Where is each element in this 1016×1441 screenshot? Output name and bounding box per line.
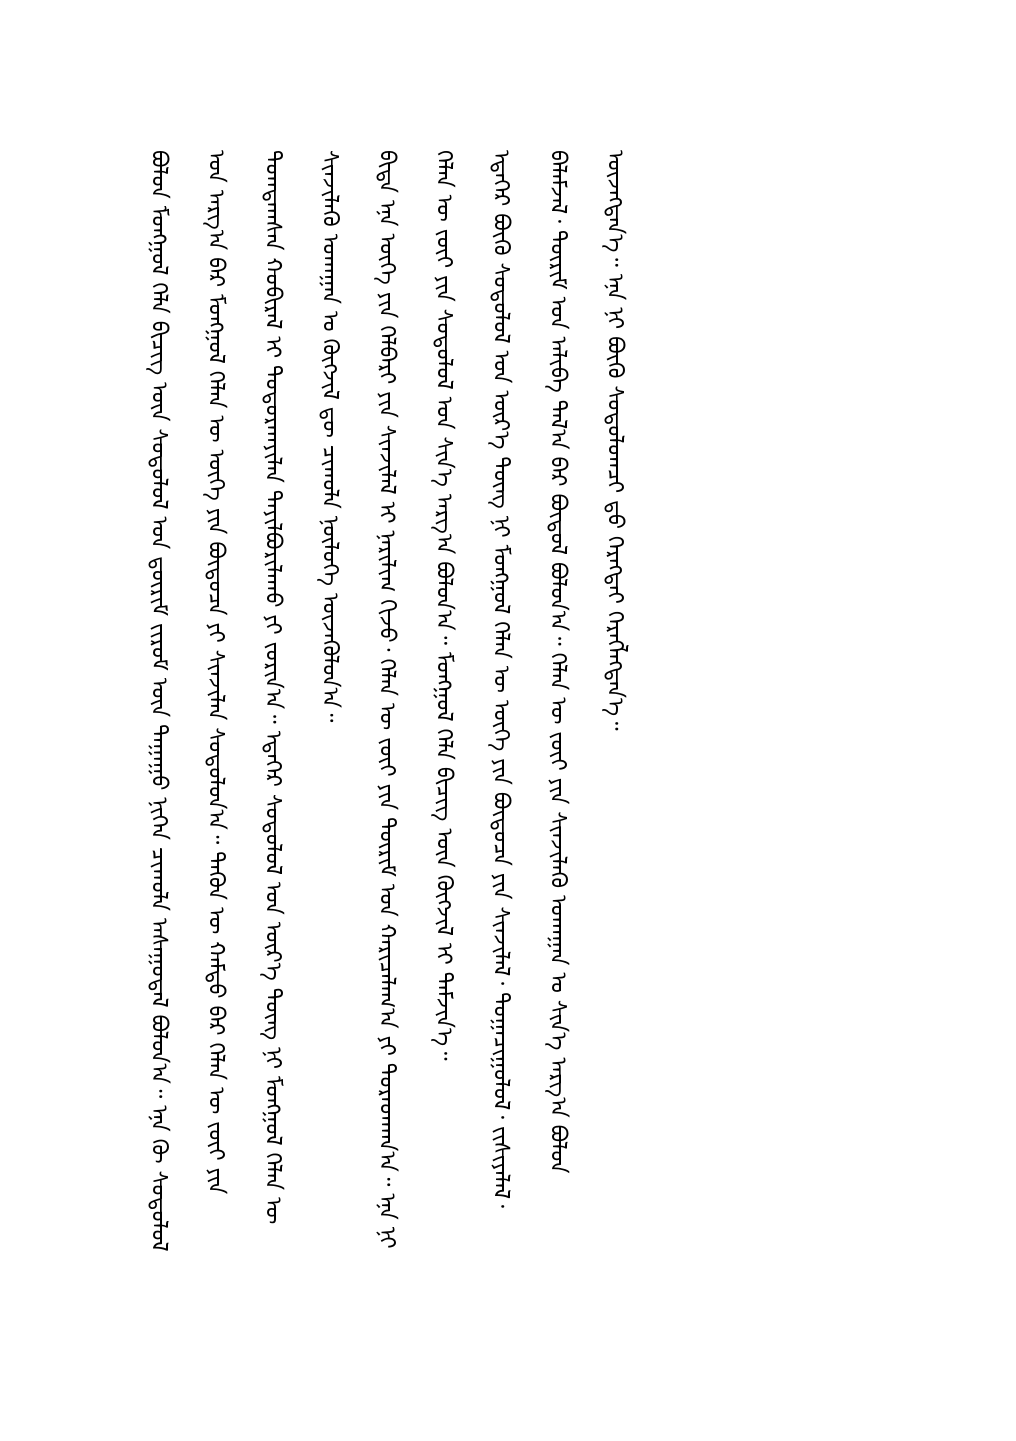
- paragraph: ᠪᠢᠳᠡ ᠡᠨᠡ ᠦᠭᠡ ᠶᠢᠨ ᠬᠡᠯᠪᠡᠷᠢ ᠶᠢᠨ ᠰᠢᠨᠵᠢᠯᠡᠯ ᠢ ᠨᠠᠷᠢᠯᠢᠭ ᠬᠢᠵᠦ᠂ ᠬᠡᠯᠡᠨ ᠦ ᠵᠦᠢ ᠶᠢᠨ ᠳᠦᠷᠢᠮ ᠤᠨ ᠬᠠᠷᠢᠴᠠᠯᠠᠭ᠎ᠠ ᠶᠢ ᠳᠤᠷᠠᠳᠬᠠᠨ᠎ᠠ᠃ ᠡᠨᠡ ᠨᠢ ᠬᠡᠯᠡᠨ ᠦ ᠵᠦᠢ ᠶᠢᠨ ᠰᠤᠳᠤᠯᠤᠯ ᠤᠨ ᠰᠢᠨ᠎ᠡ ᠠᠷᠭ᠎ᠠ ᠪᠣᠯᠤᠨ᠎ᠠ᠃ ᠮᠣᠩᠭᠣᠯ ᠬᠡᠯᠡ ᠪᠢᠴᠢᠭ ᠦᠨ ᠬᠥᠭᠵᠢᠯ ᠢ ᠳᠡᠮᠵᠢᠨ᠎ᠡ᠃: [374, 150, 456, 1249]
- mongolian-text-body: [130, 150, 855, 1270]
- paragraph: ᠡᠳᠡᠭᠡᠷ ᠪᠦᠬᠦ ᠰᠤᠳᠤᠯᠤᠯ ᠤᠨ ᠦᠷ᠎ᠡ ᠳᠦᠩ ᠨᠢ ᠮᠣᠩᠭᠣᠯ ᠬᠡᠯᠡᠨ ᠦ ᠦᠭᠡ ᠶᠢᠨ ᠪᠦᠲᠦᠴᠡ ᠶᠢᠨ ᠰᠢᠨᠵᠢᠯᠡᠯ᠂ ᠲᠣᠭᠠᠴᠢᠭᠤᠯᠤᠯ᠂ ᠵᠢᠱᠢᠶᠡᠯᠡᠯ᠂ ᠪᠠᠯᠠᠮᠵᠠᠯ᠂ ᠳᠦᠷᠢᠮ ᠤᠨ ᠠᠯᠢᠪᠠ ᠲᠠᠯ᠎ᠠ ᠪᠠᠷ ᠪᠦᠲᠦᠯ ᠪᠣᠯᠤᠨ᠎ᠠ᠃ ᠬᠡᠯᠡᠨ ᠦ ᠵᠦᠢ ᠶᠢᠨ ᠰᠢᠨᠵᠢᠯᠡᠬᠦ ᠤᠬᠠᠭᠠᠨ ᠤ ᠰᠢᠨ᠎ᠡ ᠠᠷᠭ᠎ᠠ ᠪᠣᠯᠤᠨ ᠦᠵᠡᠭᠳᠡᠨ᠎ᠡ᠃ ᠡᠨᠡ ᠨᠢ ᠪᠦᠬᠦ ᠰᠤᠳᠤᠯᠤᠭᠴᠢ ᠳ᠋ᠦ ᠬᠡᠷᠡᠭᠳᠡᠢ ᠬᠡᠷᠡᠭᠯᠡᠭᠳᠡᠨ᠎ᠡ᠃: [488, 150, 627, 1208]
- paragraph: ᠪᠣᠯᠤᠨ ᠮᠣᠩᠭᠣᠯ ᠬᠡᠯᠡ ᠪᠢᠴᠢᠭ ᠦᠨ ᠰᠤᠳᠤᠯᠤᠯ ᠤᠨ ᠳ᠋ᠦᠷᠢᠮ ᠵᠢᠷᠤᠮ ᠦᠨ ᠳᠠᠭᠠᠭᠤ ᠨᠢᠭᠡᠨ ᠴᠢᠬᠤᠯᠠ ᠠᠰᠠᠭᠤᠳᠠᠯ ᠪᠣᠯᠤᠨ᠎ᠠ᠃ ᠡᠨᠡ ᠬᠦ ᠰᠤᠳᠤᠯᠤᠯ ᠤᠨ ᠠᠷᠭ᠎ᠠ ᠪᠠᠷ ᠮᠣᠩᠭᠣᠯ ᠬᠡᠯᠡᠨ ᠦ ᠦᠭᠡ ᠶᠢᠨ ᠪᠦᠲᠦᠴᠡ ᠶᠢ ᠰᠢᠨᠵᠢᠯᠡᠨ ᠰᠤᠳᠤᠯᠤᠨ᠎ᠠ᠃ ᠲᠡᠭᠦᠨ ᠦ ᠬᠠᠮᠲᠤ ᠪᠡᠷ ᠬᠡᠯᠡᠨ ᠦ ᠵᠦᠢ ᠶᠢᠨ ᠲᠣᠭᠲᠠᠭᠰᠠᠨ ᠬᠤᠪᠢᠷᠠᠯ ᠢ ᠲᠣᠳᠣᠷᠬᠠᠶᠢᠯᠠᠨ ᠲᠠᠶᠢᠯᠪᠤᠷᠢᠯᠠᠬᠤ ᠶᠢ ᠵᠣᠷᠢᠨ᠎ᠠ᠃ ᠡᠳᠡᠭᠡᠷ ᠰᠤᠳᠤᠯᠤᠯ ᠤᠨ ᠦᠷ᠎ᠡ ᠳᠦᠩ ᠨᠢ ᠮᠣᠩᠭᠣᠯ ᠬᠡᠯᠡᠨ ᠦ ᠰᠢᠨᠵᠢᠯᠡᠬᠦ ᠤᠬᠠᠭᠠᠨ ᠤ ᠬᠥᠭᠵᠢᠯ ᠳᠦ ᠴᠢᠬᠤᠯᠠ ᠨᠥᠯᠦᠭᠡ ᠦᠵᠡᠭᠦᠯᠦᠨ᠎ᠠ᠃: [146, 150, 342, 1252]
